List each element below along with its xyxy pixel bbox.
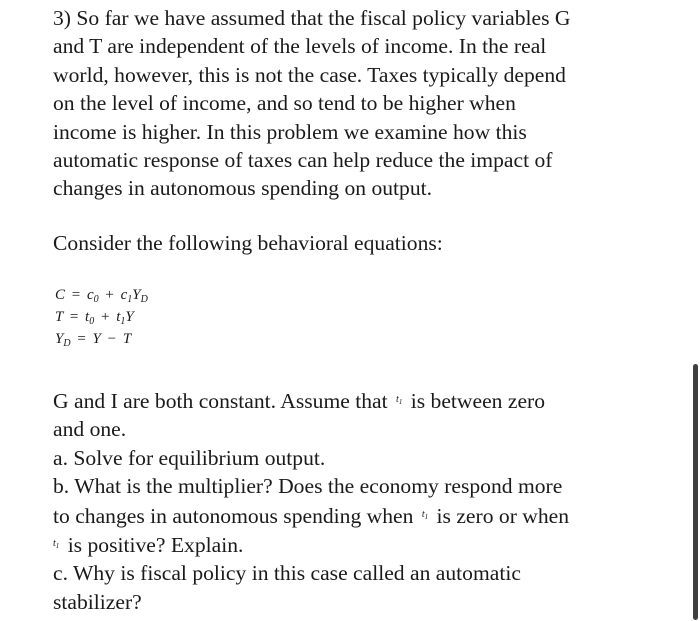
question-b: b. What is the multiplier? Does the economy respond more — [53, 474, 563, 499]
intro-line: changes in autonomous spending on output. — [53, 176, 433, 201]
intro-line: and T are independent of the levels of income. In the real — [53, 34, 547, 59]
t1-symbol: t1 — [421, 508, 429, 521]
behavioral-equations — [55, 284, 148, 350]
intro-line: automatic response of taxes can help reduce the impact of — [53, 148, 553, 173]
question-c: c. Why is fiscal policy in this case called an automatic — [53, 561, 521, 586]
question-c-line-2: stabilizer? — [53, 589, 142, 614]
disposable-income-equation: $Y_D = Y - T$ — [55, 331, 132, 349]
consider-heading: Consider the following behavioral equations: — [53, 231, 443, 255]
assumption-line-2: and one. — [53, 417, 127, 442]
intro-line: 3) So far we have assumed that the fiscal policy variables G — [53, 6, 571, 30]
t1-symbol: t1 — [396, 394, 403, 406]
tax-equation: $T = t_0 + t_1Y$ — [55, 309, 134, 327]
intro-line: world, however, this is not the case. Taxes typically depend — [53, 62, 566, 87]
intro-line: on the level of income, and so tend to be higher when — [53, 91, 516, 116]
intro-line: income is higher. In this problem we examine how this — [53, 119, 527, 144]
question-a: a. Solve for equilibrium output. — [53, 445, 326, 470]
question-b-line-3: $^{t_1}$ is positive? Explain. — [53, 533, 244, 558]
consumption-equation: $C = c_0 + c_1Y_D$ — [55, 287, 148, 305]
scrollbar-thumb[interactable] — [693, 364, 698, 620]
t1-symbol: t1 — [53, 538, 60, 551]
question-b-line-2: to changes in autonomous spending when $^{t_1}$ is zero or when — [53, 503, 570, 528]
assumption-line: G and I are both constant. Assume that $^{t_1}$ is between zero — [53, 389, 546, 413]
problem-intro — [53, 4, 653, 203]
problem-questions — [53, 386, 653, 616]
